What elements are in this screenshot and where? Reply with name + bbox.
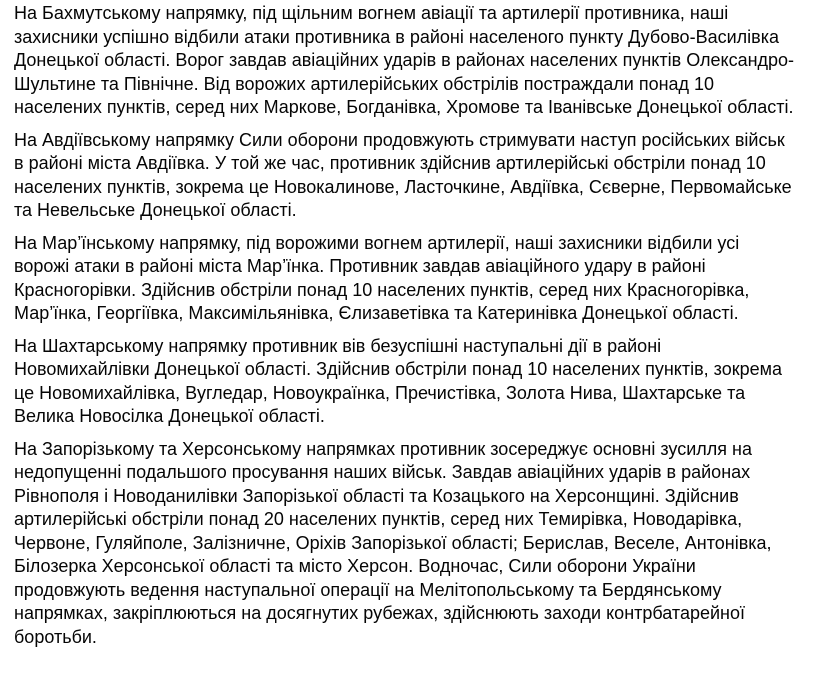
post-paragraph-bakhmut: На Бахмутському напрямку, під щільним вогнем авіації та артилерії противника, наші захисники успішно відбили атаки противника в районі населеного пункту Дубово-Василівка Донецької області. Ворог завдав авіаційних ударів в районах населених пунктів Олександро- Шультине та Північне. Від ворожих артилерійських обстрілів постраждали понад 10 населених пунктів, серед них Маркове, Богданівка, Хромове та Іванівське Донецької області. — [14, 3, 795, 117]
post-paragraph-zaporizhzhia-kherson: На Запорізькому та Херсонському напрямках противник зосереджує основні зусилля на недопущенні подальшого просування наших військ. Завдав авіаційних ударів в районах Рівнополя і Новоданилівки Запорізької області та Козацького на Херсонщині. Здійснив артилерійські обстріли понад 20 населених пунктів, серед них Темирівка, Новодарівка, Червоне, Гуляйполе, Залізничне, Оріхів Запорізької області; Берислав, Веселе, Антонівка, Білозерка Херсонської області та місто Херсон. Водночас, Сили оборони України продовжують ведення наступальної операції на Мелітопольському та Бердянському напрямках, закріплюються на досягнутих рубежах, здійснюють заходи контрбатарейної боротьби. — [14, 438, 772, 647]
post-paragraph-shakhtarske: На Шахтарському напрямку противник вів безуспішні наступальні дії в районі Новомихайлівки Донецької області. Здійснив обстріли понад 10 населених пунктів, зокрема це Новомихайлівка, Вугледар, Новоукраїнка, Пречистівка, Золота Нива, Шахтарське та Велика Новосілка Донецької області. — [14, 335, 783, 426]
post-body — [0, 2, 836, 649]
post-paragraph-avdiivka: На Авдіївському напрямку Сили оборони продовжують стримувати наступ російських військ в районі міста Авдіївка. У той же час, противник здійснив артилерійські обстріли понад 10 населених пунктів, зокрема це Новокалинове, Ласточкине, Авдіївка, Сєверне, Первомайське та Невельське Донецької області. — [14, 129, 792, 220]
post-paragraph-marinka: На Мар’їнському напрямку, під ворожими вогнем артилерії, наші захисники відбили усі ворожі атаки в районі міста Мар’їнка. Противник завдав авіаційного удару в районі Красногорівки. Здійснив обстріли понад 10 населених пунктів, серед них Красногорівка, Мар’їнка, Георгіївка, Максимільянівка, Єлизаветівка та Катеринівка Донецької області. — [14, 232, 750, 323]
